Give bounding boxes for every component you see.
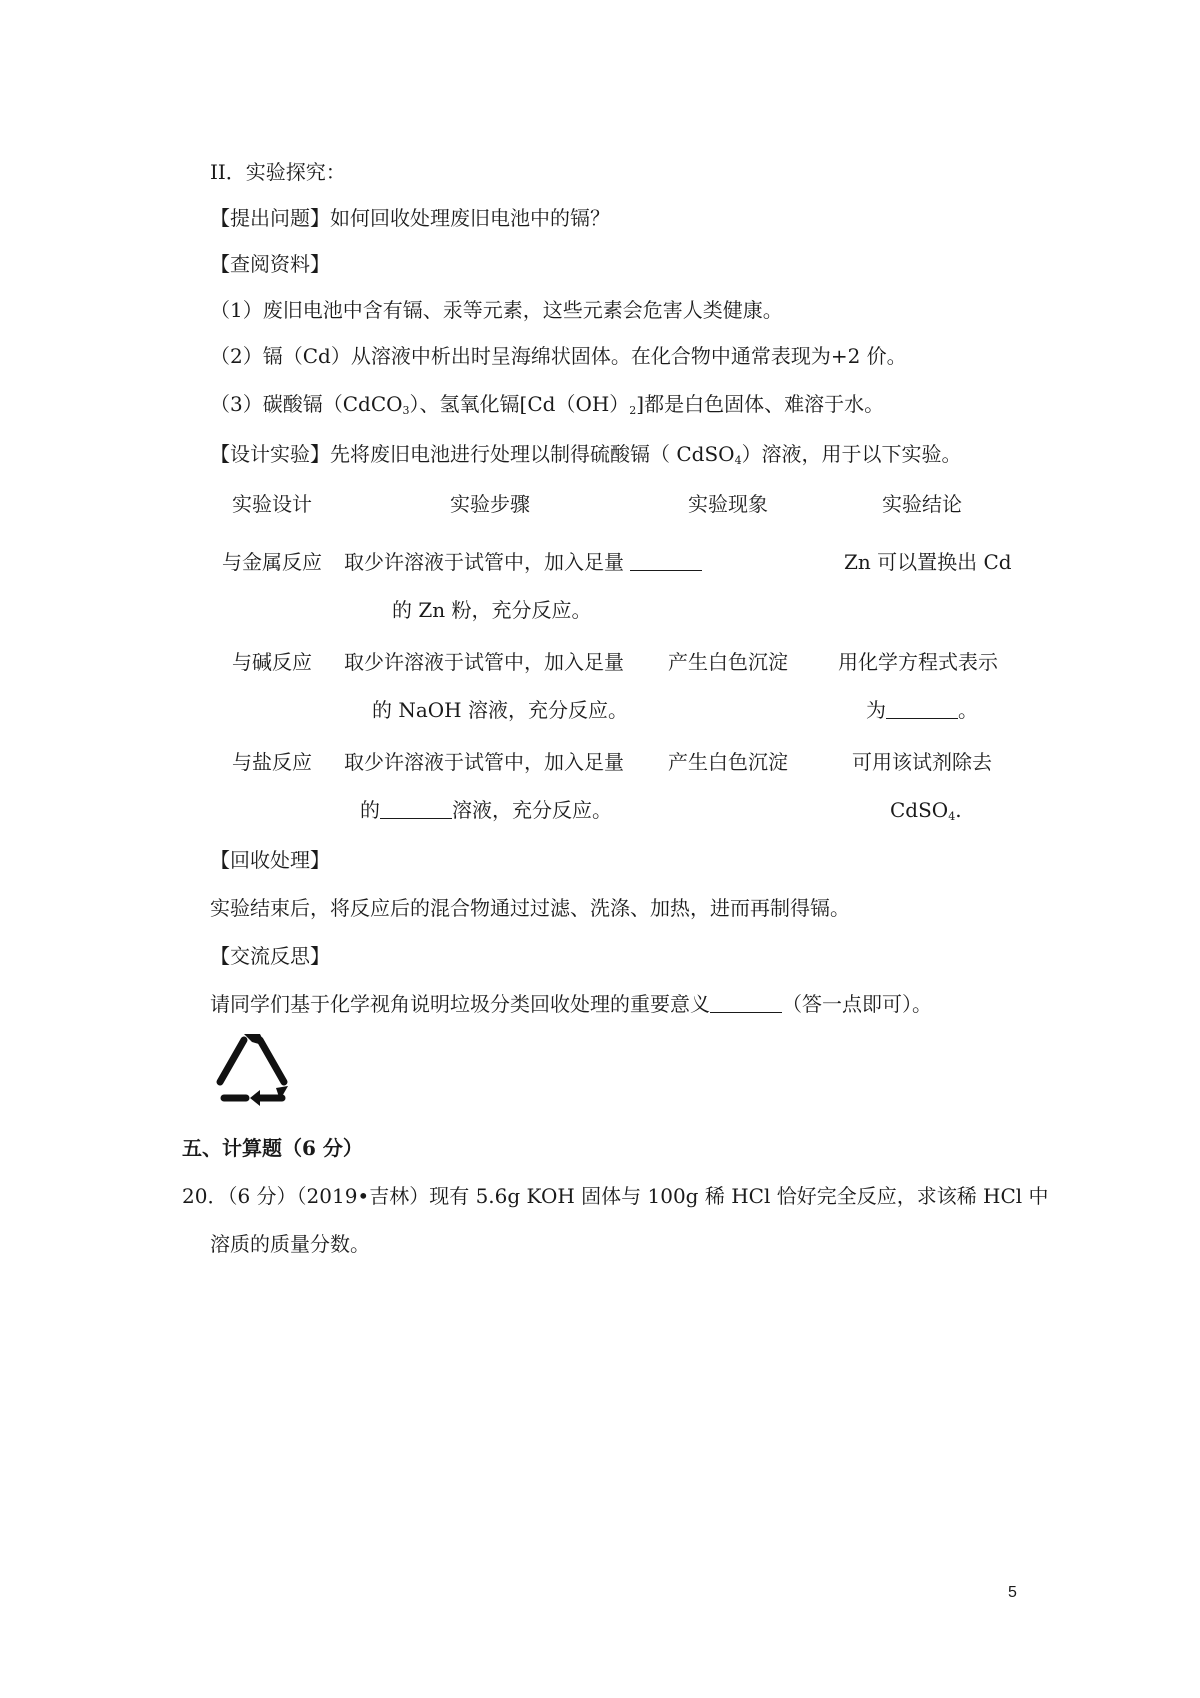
row2-conclusion-text-a: 为 xyxy=(866,698,886,722)
design-sub: 4 xyxy=(734,454,742,467)
reflection-text xyxy=(210,990,932,1018)
row2-conclusion-text-b: 。 xyxy=(958,698,978,722)
row2-design: 与碱反应 xyxy=(232,650,312,674)
materials-item-3 xyxy=(210,390,884,418)
reflection-text-a: 请同学们基于化学视角说明垃圾分类回收处理的重要意义 xyxy=(210,992,710,1016)
row3-conclusion-sub: 4 xyxy=(948,810,956,823)
row1-step-text: 取少许溶液于试管中，加入足量 xyxy=(344,550,624,574)
header-design: 实验设计 xyxy=(232,492,312,516)
recycle-tag: 【回收处理】 xyxy=(210,848,330,872)
item3-text-c: ]都是白色固体、难溶于水。 xyxy=(636,392,885,416)
item3-text-b: ）、氢氧化镉[Cd（OH） xyxy=(409,392,630,416)
row3-design: 与盐反应 xyxy=(232,750,312,774)
row3-answer-blank[interactable] xyxy=(380,798,452,819)
row2-step-line2: 的 NaOH 溶液，充分反应。 xyxy=(372,698,628,722)
row2-conclusion-line2 xyxy=(866,696,978,724)
header-step: 实验步骤 xyxy=(450,492,530,516)
problem-20-line2: 溶质的质量分数。 xyxy=(210,1232,370,1256)
materials-item-1: （1）废旧电池中含有镉、汞等元素，这些元素会危害人类健康。 xyxy=(210,298,783,322)
row1-conclusion: Zn 可以置换出 Cd xyxy=(844,550,1012,574)
row2-conclusion-line1: 用化学方程式表示 xyxy=(838,650,998,674)
row3-step-text-b: 溶液，充分反应。 xyxy=(452,798,612,822)
question-line xyxy=(210,204,610,232)
section-five-title: 五、计算题（6 分） xyxy=(182,1136,363,1160)
recycle-icon xyxy=(210,1028,294,1108)
design-text-b: ）溶液，用于以下实验。 xyxy=(741,442,962,466)
question-tag: 【提出问题】 xyxy=(210,206,330,230)
row3-step-line2 xyxy=(360,796,612,824)
reflection-text-b: （答一点即可）。 xyxy=(782,992,932,1016)
row1-step-line2: 的 Zn 粉，充分反应。 xyxy=(392,598,592,622)
design-text-a: 先将废旧电池进行处理以制得硫酸镉（ CdSO xyxy=(330,442,735,466)
row1-design: 与金属反应 xyxy=(222,550,322,574)
row3-conclusion-line2 xyxy=(890,796,962,824)
reflection-answer-blank[interactable] xyxy=(710,992,782,1013)
row3-step-line1: 取少许溶液于试管中，加入足量 xyxy=(344,750,624,774)
design-tag: 【设计实验】 xyxy=(210,442,330,466)
page-number: 5 xyxy=(1008,1584,1017,1601)
row3-phenomenon: 产生白色沉淀 xyxy=(668,750,788,774)
materials-tag: 【查阅资料】 xyxy=(210,252,330,276)
row1-step-line1 xyxy=(344,548,702,576)
item3-text-a: （3）碳酸镉（CdCO xyxy=(210,392,403,416)
design-line xyxy=(210,440,962,468)
question-text: 如何回收处理废旧电池中的镉？ xyxy=(330,206,610,230)
row1-answer-blank[interactable] xyxy=(630,550,702,571)
materials-item-2: （2）镉（Cd）从溶液中析出时呈海绵状固体。在化合物中通常表现为+2 价。 xyxy=(210,344,907,368)
row2-step-line1: 取少许溶液于试管中，加入足量 xyxy=(344,650,624,674)
row2-phenomenon: 产生白色沉淀 xyxy=(668,650,788,674)
item3-sub-1: 3 xyxy=(402,404,410,417)
reflection-tag: 【交流反思】 xyxy=(210,944,330,968)
section-ii-title: II．实验探究： xyxy=(210,160,346,184)
item3-sub-2: 2 xyxy=(629,404,637,417)
row3-conclusion-text-b: . xyxy=(955,798,962,822)
row3-conclusion-line1: 可用该试剂除去 xyxy=(852,750,992,774)
header-phenomenon: 实验现象 xyxy=(688,492,768,516)
row2-answer-blank[interactable] xyxy=(886,698,958,719)
header-conclusion: 实验结论 xyxy=(882,492,962,516)
problem-20-line1: 20．（6 分）（2019•吉林）现有 5.6g KOH 固体与 100g 稀 HCl 恰好完全反应，求该稀 HCl 中 xyxy=(182,1184,1049,1208)
row3-step-text-a: 的 xyxy=(360,798,380,822)
row3-conclusion-text-a: CdSO xyxy=(890,798,949,822)
recycle-text: 实验结束后，将反应后的混合物通过过滤、洗涤、加热，进而再制得镉。 xyxy=(210,896,850,920)
